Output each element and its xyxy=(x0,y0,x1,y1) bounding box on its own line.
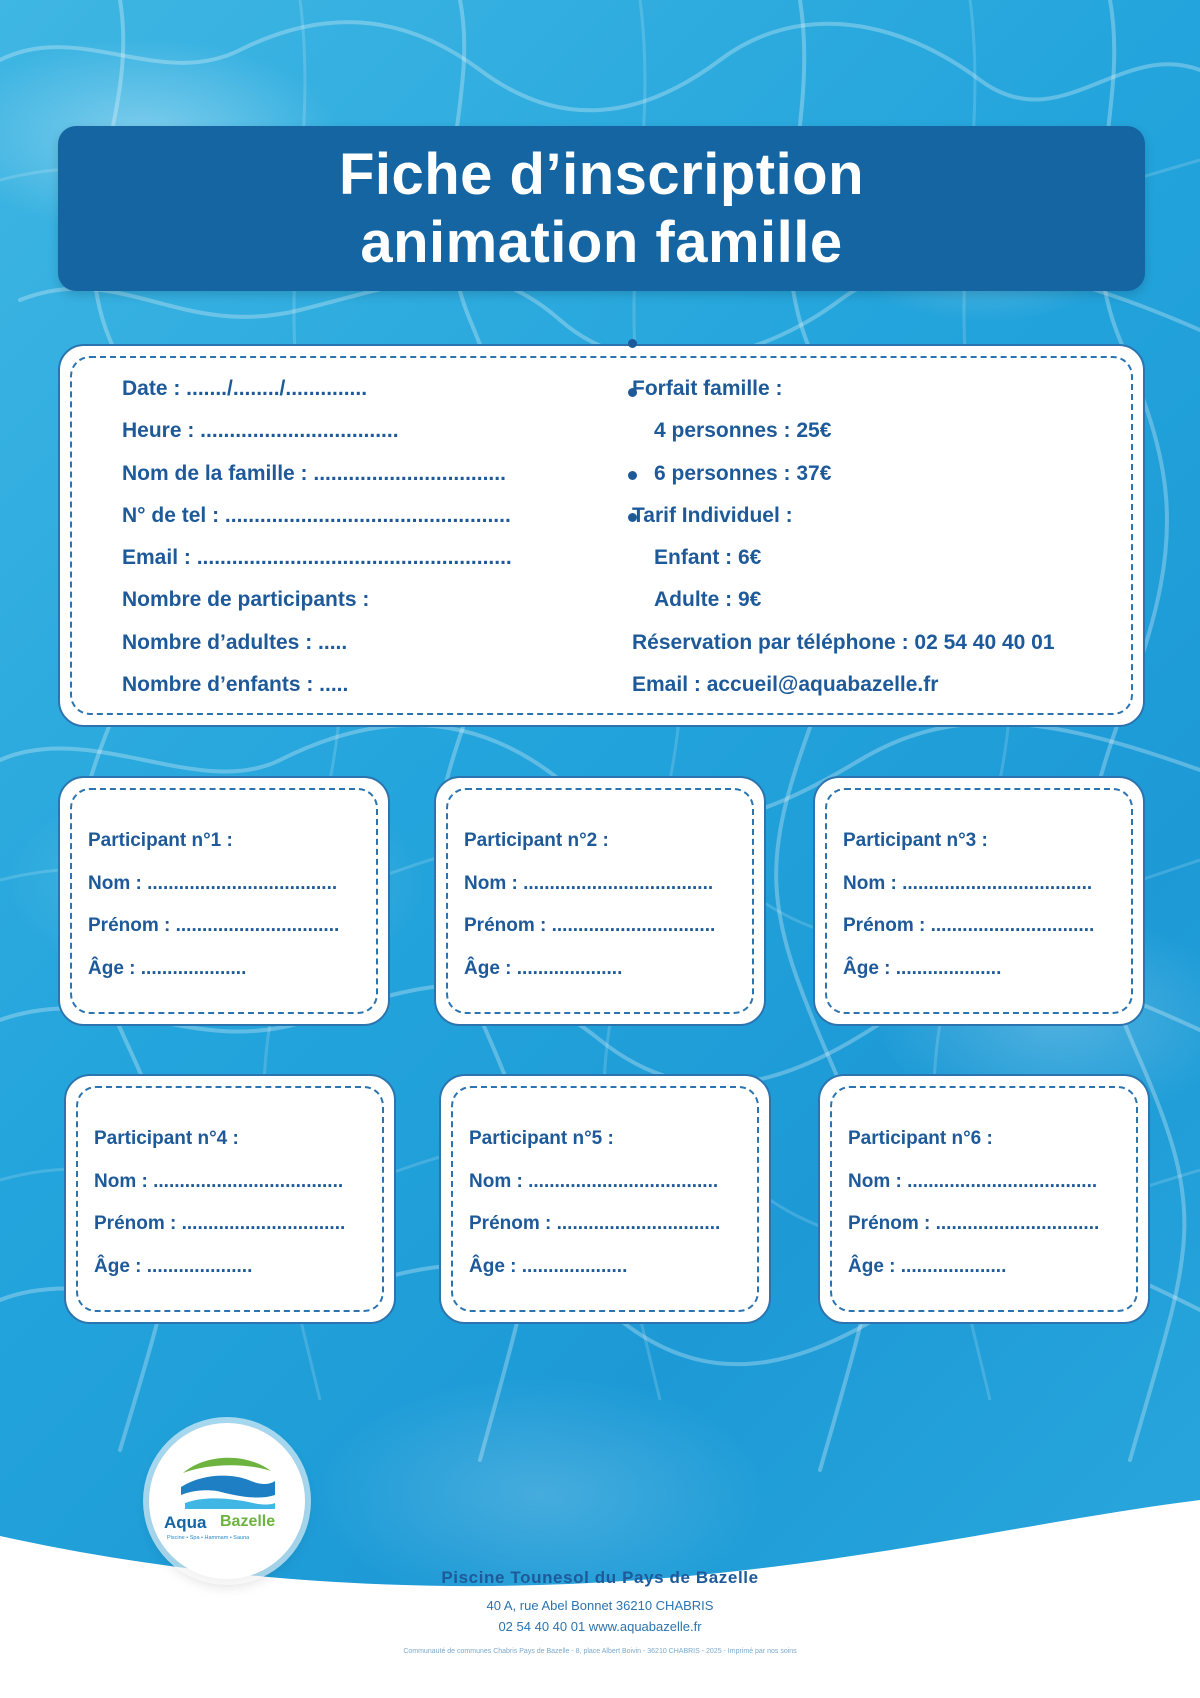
last-name-field[interactable]: Nom : .................................... xyxy=(464,872,714,894)
footer-legal: Communauté de communes Chabris Pays de Bazelle - 8, place Albert Boivin - 36210 CHABRIS - 2025 - Imprimé par nos soins xyxy=(403,1648,797,1655)
last-name-field[interactable]: Nom : .................................... xyxy=(88,872,338,894)
logo-wave-icon xyxy=(177,1451,277,1511)
participant-card-2 xyxy=(434,776,766,1026)
first-name-field[interactable]: Prénom : ............................... xyxy=(464,915,716,936)
age-field[interactable]: Âge : .................... xyxy=(464,957,623,979)
first-name-field[interactable]: Prénom : ............................... xyxy=(469,1213,721,1234)
bullet-dot xyxy=(628,339,637,348)
price-child: Enfant : 6€ xyxy=(654,546,762,570)
contact-email-info: Email : accueil@aquabazelle.fr xyxy=(632,673,939,697)
first-name-field[interactable]: Prénom : ............................... xyxy=(848,1213,1100,1234)
phone-booking-info: Réservation par téléphone : 02 54 40 40 01 xyxy=(632,630,1055,654)
email-field[interactable]: Email : ...................................................... xyxy=(122,546,512,570)
last-name-field[interactable]: Nom : .................................... xyxy=(94,1170,344,1192)
date-field[interactable]: Date : ......./......../.............. xyxy=(122,377,368,400)
logo-text-aqua: Aqua xyxy=(164,1513,207,1532)
age-field[interactable]: Âge : .................... xyxy=(469,1255,628,1277)
last-name-field[interactable]: Nom : .................................... xyxy=(469,1170,719,1192)
first-name-field[interactable]: Prénom : ............................... xyxy=(94,1213,346,1234)
participant-label: Participant n°4 : xyxy=(94,1128,239,1149)
participant-label: Participant n°5 : xyxy=(469,1128,614,1149)
participants-count-label: Nombre de participants : xyxy=(122,588,370,612)
children-count-field[interactable]: Nombre d’enfants : ..... xyxy=(122,673,349,697)
participant-label: Participant n°2 : xyxy=(464,830,609,851)
title-banner xyxy=(58,126,1145,291)
logo-text-bazelle: Bazelle xyxy=(220,1513,276,1530)
aqua-bazelle-logo xyxy=(149,1423,305,1579)
family-info-card xyxy=(58,344,1145,727)
age-field[interactable]: Âge : .................... xyxy=(94,1255,253,1277)
pricing-column xyxy=(632,368,1055,706)
logo-tagline: Piscine • Spa • Hammam • Sauna xyxy=(167,1535,250,1541)
price-adult: Adulte : 9€ xyxy=(654,588,762,612)
price-4-persons: 4 personnes : 25€ xyxy=(654,419,832,443)
participant-card-1 xyxy=(58,776,390,1026)
adults-count-field[interactable]: Nombre d’adultes : ..... xyxy=(122,630,348,654)
participant-card-3 xyxy=(813,776,1145,1026)
participant-label: Participant n°6 : xyxy=(848,1128,993,1149)
footer xyxy=(0,1568,1200,1655)
page-title-line-2: animation famille xyxy=(360,209,843,275)
age-field[interactable]: Âge : .................... xyxy=(843,957,1002,979)
participant-card-6 xyxy=(818,1074,1150,1324)
individual-rate-heading: Tarif Individuel : xyxy=(632,503,793,527)
footer-title: Piscine Tounesol du Pays de Bazelle xyxy=(441,1568,759,1587)
footer-contact: 02 54 40 40 01 www.aquabazelle.fr xyxy=(498,1619,702,1634)
last-name-field[interactable]: Nom : .................................... xyxy=(848,1170,1098,1192)
participant-card-4 xyxy=(64,1074,396,1324)
form-left-column xyxy=(122,368,512,706)
first-name-field[interactable]: Prénom : ............................... xyxy=(843,915,1095,936)
participant-label: Participant n°1 : xyxy=(88,830,233,851)
page-title-line-1: Fiche d’inscription xyxy=(338,141,865,207)
footer-address: 40 A, rue Abel Bonnet 36210 CHABRIS xyxy=(486,1598,714,1613)
age-field[interactable]: Âge : .................... xyxy=(88,957,247,979)
last-name-field[interactable]: Nom : .................................... xyxy=(843,872,1093,894)
first-name-field[interactable]: Prénom : ............................... xyxy=(88,915,340,936)
price-6-persons: 6 personnes : 37€ xyxy=(654,461,832,485)
time-field[interactable]: Heure : .................................. xyxy=(122,419,399,443)
age-field[interactable]: Âge : .................... xyxy=(848,1255,1007,1277)
participant-label: Participant n°3 : xyxy=(843,830,988,851)
participant-card-5 xyxy=(439,1074,771,1324)
phone-field[interactable]: N° de tel : ................................................. xyxy=(122,503,511,527)
family-package-heading: Forfait famille : xyxy=(632,377,783,400)
family-name-field[interactable]: Nom de la famille : ................................. xyxy=(122,461,506,485)
